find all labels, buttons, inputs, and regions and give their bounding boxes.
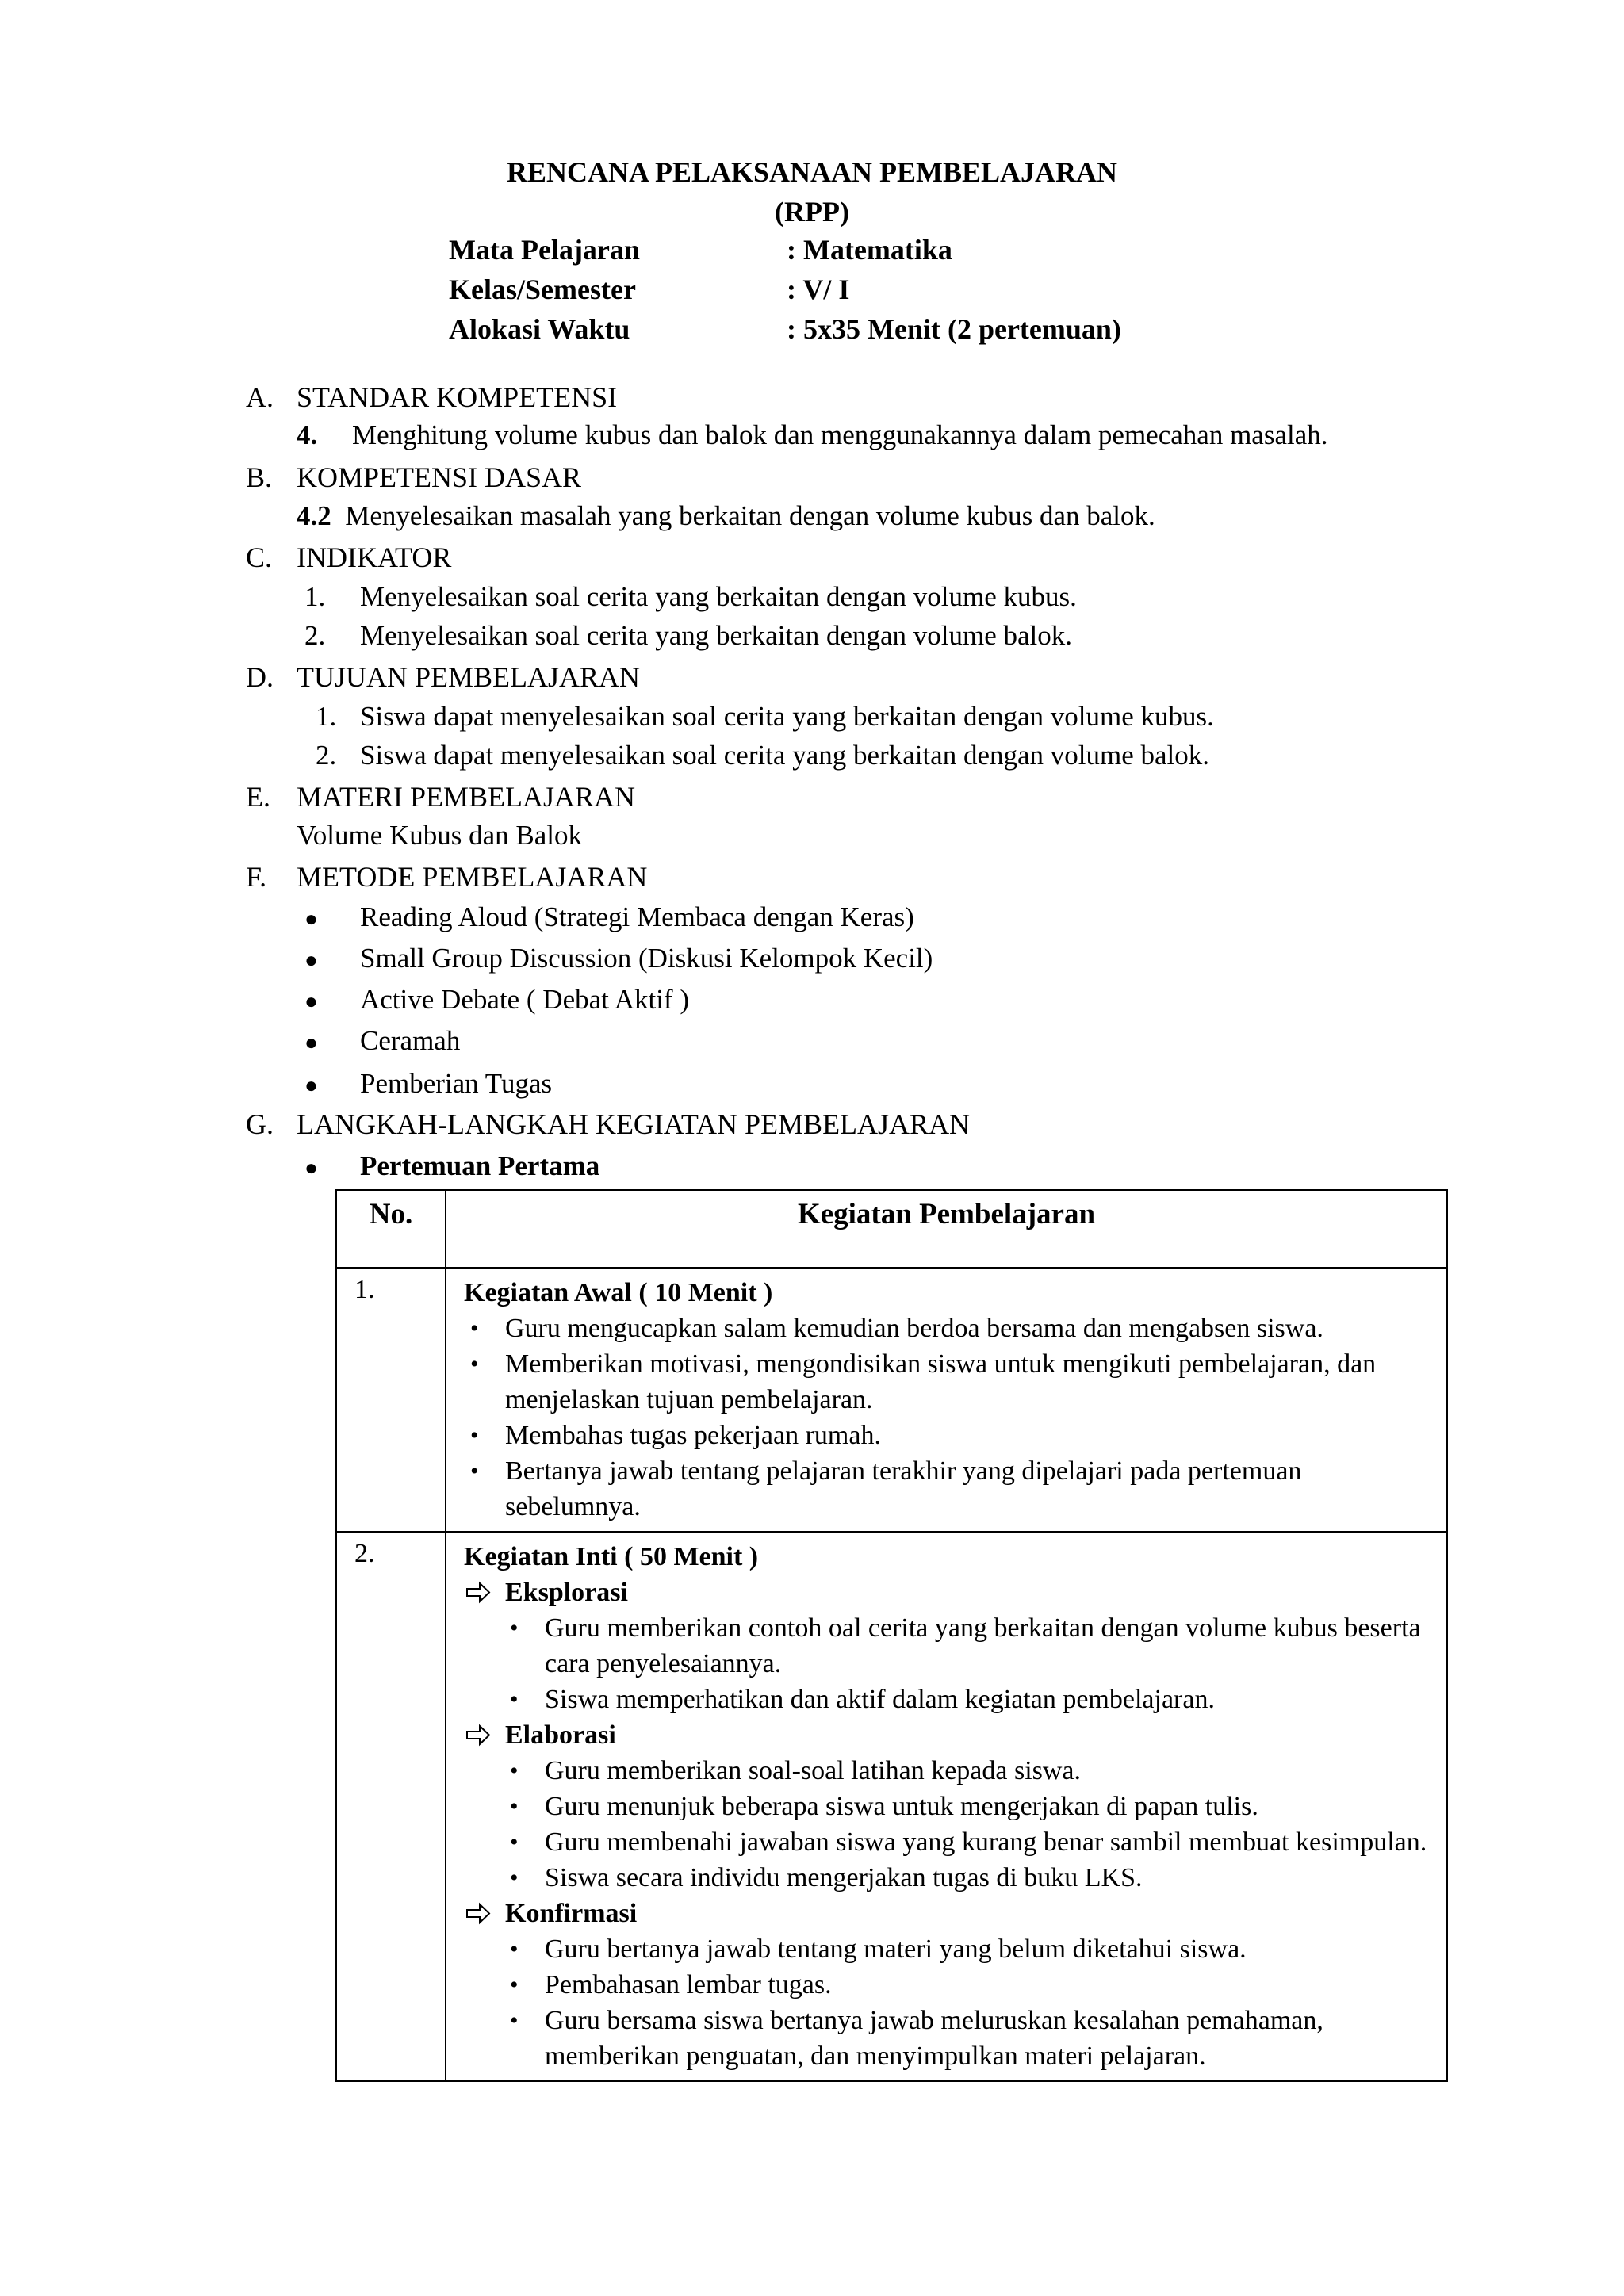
list-item: • Guru memberikan contoh oal cerita yang berkaitan dengan volume kubus beserta cara penyelesaiannya. (504, 1610, 1431, 1682)
metode-item: ● Pemberian Tugas (304, 1068, 553, 1099)
row-content (446, 1532, 1447, 2081)
subphase-eksplorasi: Eksplorasi (464, 1575, 1431, 1610)
info-value: : Matematika (787, 234, 952, 266)
title-line: RENCANA PELAKSANAAN PEMBELAJARAN (506, 156, 1118, 188)
section-a-text: 4. Menghitung volume kubus dan balok dan menggunakannya dalam pemecahan masalah. (297, 419, 1328, 450)
list-item: • Bertanya jawab tentang pelajaran terakhir yang dipelajari pada pertemuan sebelumnya. (464, 1453, 1431, 1525)
info-value: : V/ I (787, 274, 850, 305)
activity-list (464, 1753, 1431, 1896)
section-f-heading: F. METODE PEMBELAJARAN (246, 861, 648, 893)
tujuan-item: 1. Siswa dapat menyelesaikan soal cerita yang berkaitan dengan volume kubus. (316, 701, 1214, 732)
list-item: • Siswa memperhatikan dan aktif dalam kegiatan pembelajaran. (504, 1682, 1431, 1717)
info-label: Alokasi Waktu (449, 313, 630, 345)
arrow-right-icon (464, 1717, 496, 1753)
subphase-konfirmasi: Konfirmasi (464, 1896, 1431, 1931)
subtitle-line: (RPP) (775, 196, 849, 228)
section-c-heading: C. INDIKATOR (246, 541, 452, 573)
section-b-heading: B. KOMPETENSI DASAR (246, 461, 582, 493)
section-e-heading: E. MATERI PEMBELAJARAN (246, 781, 636, 813)
arrow-right-icon (464, 1575, 496, 1610)
list-item: • Guru menunjuk beberapa siswa untuk mengerjakan di papan tulis. (504, 1789, 1431, 1824)
list-item: • Pembahasan lembar tugas. (504, 1967, 1431, 2003)
info-label: Mata Pelajaran (449, 234, 640, 266)
metode-item: ● Reading Aloud (Strategi Membaca dengan Keras) (304, 901, 914, 932)
section-a-heading: A. STANDAR KOMPETENSI (246, 381, 618, 413)
info-value: : 5x35 Menit (2 pertemuan) (787, 313, 1121, 345)
list-item: • Memberikan motivasi, mengondisikan siswa untuk mengikuti pembelajaran, dan menjelaskan tujuan pembelajaran. (464, 1346, 1431, 1418)
list-item: • Siswa secara individu mengerjakan tugas di buku LKS. (504, 1860, 1431, 1896)
table-row (336, 1268, 1447, 1532)
table-header-row (336, 1190, 1447, 1268)
metode-item: ● Active Debate ( Debat Aktif ) (304, 984, 689, 1015)
section-e-text: Volume Kubus dan Balok (297, 820, 583, 851)
list-item: • Guru membenahi jawaban siswa yang kurang benar sambil membuat kesimpulan. (504, 1824, 1431, 1860)
row-number: 1. (336, 1268, 446, 1532)
info-block (449, 230, 1121, 349)
list-item: • Guru bersama siswa bertanya jawab meluruskan kesalahan pemahaman, memberikan penguatan, dan menyimpulkan materi pelajaran. (504, 2003, 1431, 2074)
subphase-elaborasi: Elaborasi (464, 1717, 1431, 1753)
info-row (449, 309, 1121, 349)
tujuan-item: 2. Siswa dapat menyelesaikan soal cerita yang berkaitan dengan volume balok. (316, 740, 1210, 771)
metode-item: ● Ceramah (304, 1025, 461, 1056)
activity-list (464, 1311, 1431, 1525)
activity-list (464, 1610, 1431, 1717)
document-title (0, 152, 1624, 232)
activity-list (464, 1931, 1431, 2074)
list-item: • Guru bertanya jawab tentang materi yang belum diketahui siswa. (504, 1931, 1431, 1967)
section-d-heading: D. TUJUAN PEMBELAJARAN (246, 661, 641, 693)
info-row (449, 230, 1121, 270)
phase-title: Kegiatan Awal ( 10 Menit ) (464, 1278, 773, 1307)
info-label: Kelas/Semester (449, 274, 636, 305)
list-item: • Membahas tugas pekerjaan rumah. (464, 1418, 1431, 1453)
activity-table (335, 1189, 1448, 2082)
section-g-heading: G. LANGKAH-LANGKAH KEGIATAN PEMBELAJARAN (246, 1108, 971, 1140)
section-b-text: 4.2 Menyelesaikan masalah yang berkaitan dengan volume kubus dan balok. (297, 500, 1155, 531)
meeting-label: ● Pertemuan Pertama (304, 1150, 600, 1181)
table-row (336, 1532, 1447, 2081)
info-row (449, 270, 1121, 309)
indikator-item: 1. Menyelesaikan soal cerita yang berkaitan dengan volume kubus. (304, 581, 1077, 612)
col-kegiatan-header: Kegiatan Pembelajaran (446, 1190, 1447, 1268)
metode-item: ● Small Group Discussion (Diskusi Kelompok Kecil) (304, 943, 933, 974)
arrow-right-icon (464, 1896, 496, 1931)
indikator-item: 2. Menyelesaikan soal cerita yang berkaitan dengan volume balok. (304, 620, 1073, 651)
list-item: • Guru mengucapkan salam kemudian berdoa bersama dan mengabsen siswa. (464, 1311, 1431, 1346)
phase-title: Kegiatan Inti ( 50 Menit ) (464, 1542, 759, 1571)
list-item: • Guru memberikan soal-soal latihan kepada siswa. (504, 1753, 1431, 1789)
row-number: 2. (336, 1532, 446, 2081)
col-no-header: No. (336, 1190, 446, 1268)
row-content (446, 1268, 1447, 1532)
